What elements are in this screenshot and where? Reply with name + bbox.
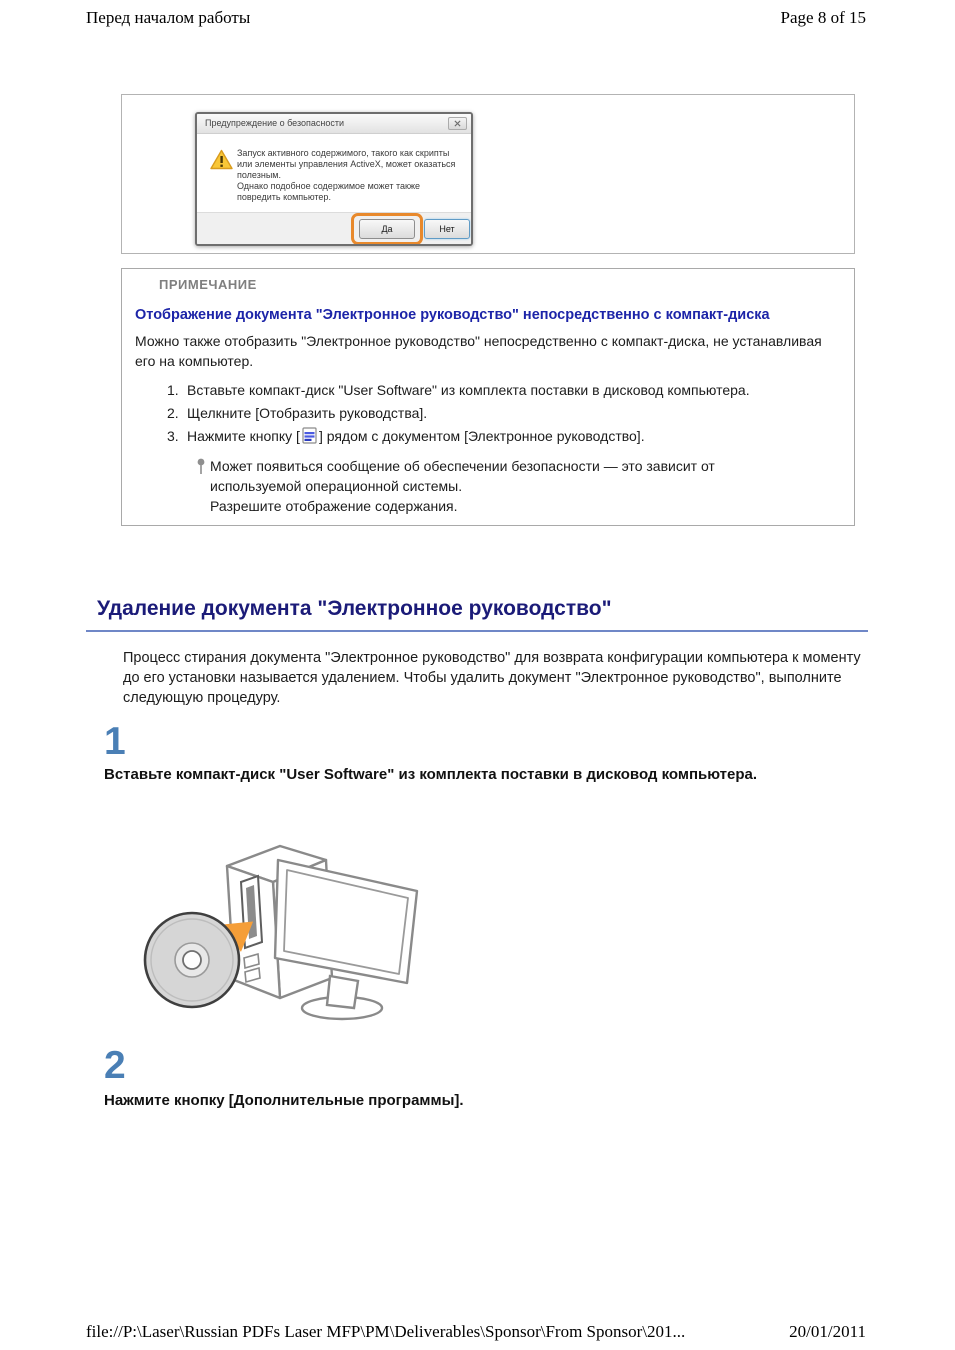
page-number: Page 8 of 15 xyxy=(780,8,866,27)
dialog-message-line2: Однако подобное содержимое может также повредить компьютер. xyxy=(237,181,420,202)
warning-icon xyxy=(210,149,233,172)
list-item-number: 2. xyxy=(167,405,179,421)
page-header-title: Перед началом работы xyxy=(86,8,251,27)
section-intro: Процесс стирания документа "Электронное руководство" для возврата конфигурации компьютера к моменту до его установки называется удалением. Чтобы удалить документ "Электронное руководство", выполните следующую процедуру. xyxy=(123,650,861,706)
dialog-button-row xyxy=(197,212,471,244)
note-subheading: Отображение документа "Электронное руководство" непосредственно с компакт-диска xyxy=(135,307,770,323)
close-icon[interactable] xyxy=(448,117,467,130)
no-button[interactable]: Нет xyxy=(424,219,470,239)
htm-file-icon xyxy=(302,427,317,451)
note-ordered-list xyxy=(167,379,827,451)
dialog-title: Предупреждение о безопасности xyxy=(205,118,344,128)
list-item xyxy=(167,402,827,425)
list-item-text: Щелкните [Отобразить руководства]. xyxy=(187,405,428,421)
list-item xyxy=(167,379,827,402)
list-item-number: 1. xyxy=(167,382,179,398)
tip-line: Разрешите отображение содержания. xyxy=(210,498,458,514)
cd-disc xyxy=(145,913,239,1007)
note-body-text: Можно также отобразить "Электронное руководство" непосредственно с компакт-диска, не устанавливая его на компьютер. xyxy=(135,333,822,369)
dialog-message-line1: Запуск активного содержимого, такого как скрипты или элементы управления ActiveX, может оказаться полезным. xyxy=(237,148,456,180)
list-item xyxy=(167,425,827,451)
step-2-instruction: Нажмите кнопку [Дополнительные программы]. xyxy=(104,1092,464,1109)
pushpin-icon xyxy=(196,456,210,516)
section-heading: Удаление документа "Электронное руководство" xyxy=(97,597,612,620)
security-warning-dialog xyxy=(195,112,473,246)
list-item-text-after: ] рядом с документом [Электронное руководство]. xyxy=(318,428,645,444)
note-label: ПРИМЕЧАНИЕ xyxy=(159,277,257,292)
heading-rule xyxy=(86,630,868,632)
tip-line: Может появиться сообщение об обеспечении безопасности — это зависит от используемой операционной системы. xyxy=(210,458,715,494)
footer-date: 20/01/2011 xyxy=(789,1322,866,1341)
list-item-text xyxy=(187,425,645,451)
yes-button[interactable]: Да xyxy=(359,219,415,239)
step-2-number: 2 xyxy=(104,1044,126,1087)
note-tip xyxy=(196,456,772,516)
screenshot-frame xyxy=(121,94,855,254)
step-1-instruction: Вставьте компакт-диск "User Software" из комплекта поставки в дисковод компьютера. xyxy=(104,766,758,783)
footer-file-path: file://P:\Laser\Russian PDFs Laser MFP\PM\Deliverables\Sponsor\From Sponsor\201... xyxy=(86,1322,686,1341)
list-item-text-before: Нажмите кнопку [ xyxy=(187,428,300,444)
dialog-body xyxy=(197,134,471,212)
step-1-number: 1 xyxy=(104,720,126,763)
dialog-titlebar xyxy=(197,114,471,134)
list-item-text: Вставьте компакт-диск "User Software" из комплекта поставки в дисковод компьютера. xyxy=(187,382,750,398)
cd-insert-illustration xyxy=(130,808,460,1038)
list-item-number: 3. xyxy=(167,428,179,444)
